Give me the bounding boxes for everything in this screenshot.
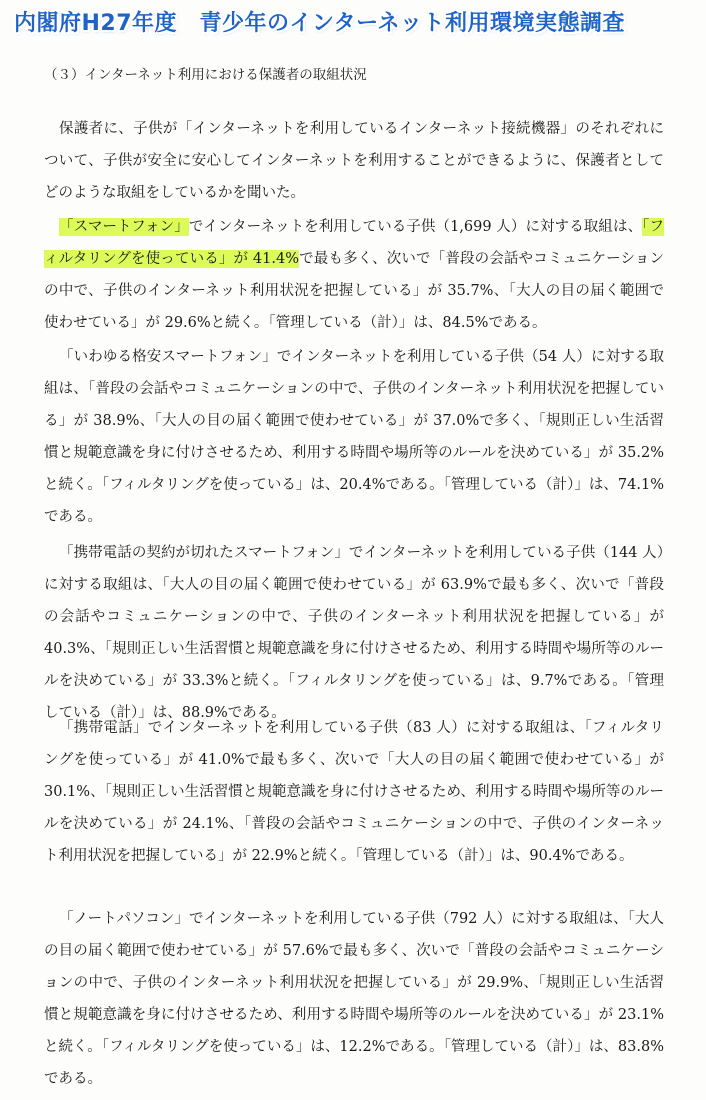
- highlight-filtering-rate: 「フィルタリングを使っている」が 41.4%: [44, 219, 664, 267]
- budget-smartphone-paragraph: 「いわゆる格安スマートフォン」でインターネットを利用している子供（54 人）に対する取組は、「普段の会話やコミュニケーションの中で、子供のインターネット利用状況を把握している」が 38.9%、「大人の目の届く範囲で使わせている」が 37.0%で多く、「規則正しい生活習慣と規範意識を身に付けさせるため、利用する時間や場所等のルールを決めている」が 35.2%と続く。「フィルタリングを使っている」は、20.4%である。「管理している（計）」は、74.1%である。: [44, 349, 664, 525]
- section-heading: （３）インターネット利用における保護者の取組状況: [44, 67, 367, 83]
- smartphone-text-2: で最も多く、次いで「普段の会話やコミュニケーションの中で、子供のインターネット利用状況を把握している」が 35.7%、「大人の目の届く範囲で使わせている」が 29.6%と続く。「管理している（計）」は、84.5%である。: [44, 251, 664, 331]
- feature-phone-paragraph: 「携帯電話」でインターネットを利用している子供（83 人）に対する取組は、「フィルタリングを使っている」が 41.0%で最も多く、次いで「大人の目の届く範囲で使わせている」が 30.1%、「規則正しい生活習慣と規範意識を身に付けさせるため、利用する時間や場所等のルールを決めている」が 24.1%、「普段の会話やコミュニケーションの中で、子供のインターネット利用状況を把握している」が 22.9%と続く。「管理している（計）」は、90.4%である。: [44, 720, 664, 864]
- expired-smartphone-paragraph: 「携帯電話の契約が切れたスマートフォン」でインターネットを利用している子供（144 人）に対する取組は、「大人の目の届く範囲で使わせている」が 63.9%で最も多く、次いで「普段の会話やコミュニケーションの中で、子供のインターネット利用状況を把握している」が 40.3%、「規則正しい生活習慣と規範意識を身に付けさせるため、利用する時間や場所等のルールを決めている」が 33.3%と続く。「フィルタリングを使っている」は、9.7%である。「管理している（計）」は、88.9%である。: [44, 545, 664, 721]
- smartphone-text-1: でインターネットを利用している子供（1,699 人）に対する取組は、: [188, 219, 643, 235]
- laptop-paragraph: 「ノートパソコン」でインターネットを利用している子供（792 人）に対する取組は、「大人の目の届く範囲で使わせている」が 57.6%で最も多く、次いで「普段の会話やコミュニケーションの中で、子供のインターネット利用状況を把握している」が 29.9%、「規則正しい生活習慣と規範意識を身に付けさせるため、利用する時間や場所等のルールを決めている」が 23.1%と続く。「フィルタリングを使っている」は、12.2%である。「管理している（計）」は、83.8%である。: [44, 911, 664, 1087]
- intro-paragraph: 保護者に、子供が「インターネットを利用しているインターネット接続機器」のそれぞれについて、子供が安全に安心してインターネットを利用することができるように、保護者としてどのような取組をしているかを聞いた。: [44, 121, 664, 201]
- banner-title: 内閣府H27年度 青少年のインターネット利用環境実態調査: [14, 11, 626, 36]
- highlight-smartphone: 「スマートフォン」: [59, 219, 189, 235]
- smartphone-paragraph: [44, 211, 664, 339]
